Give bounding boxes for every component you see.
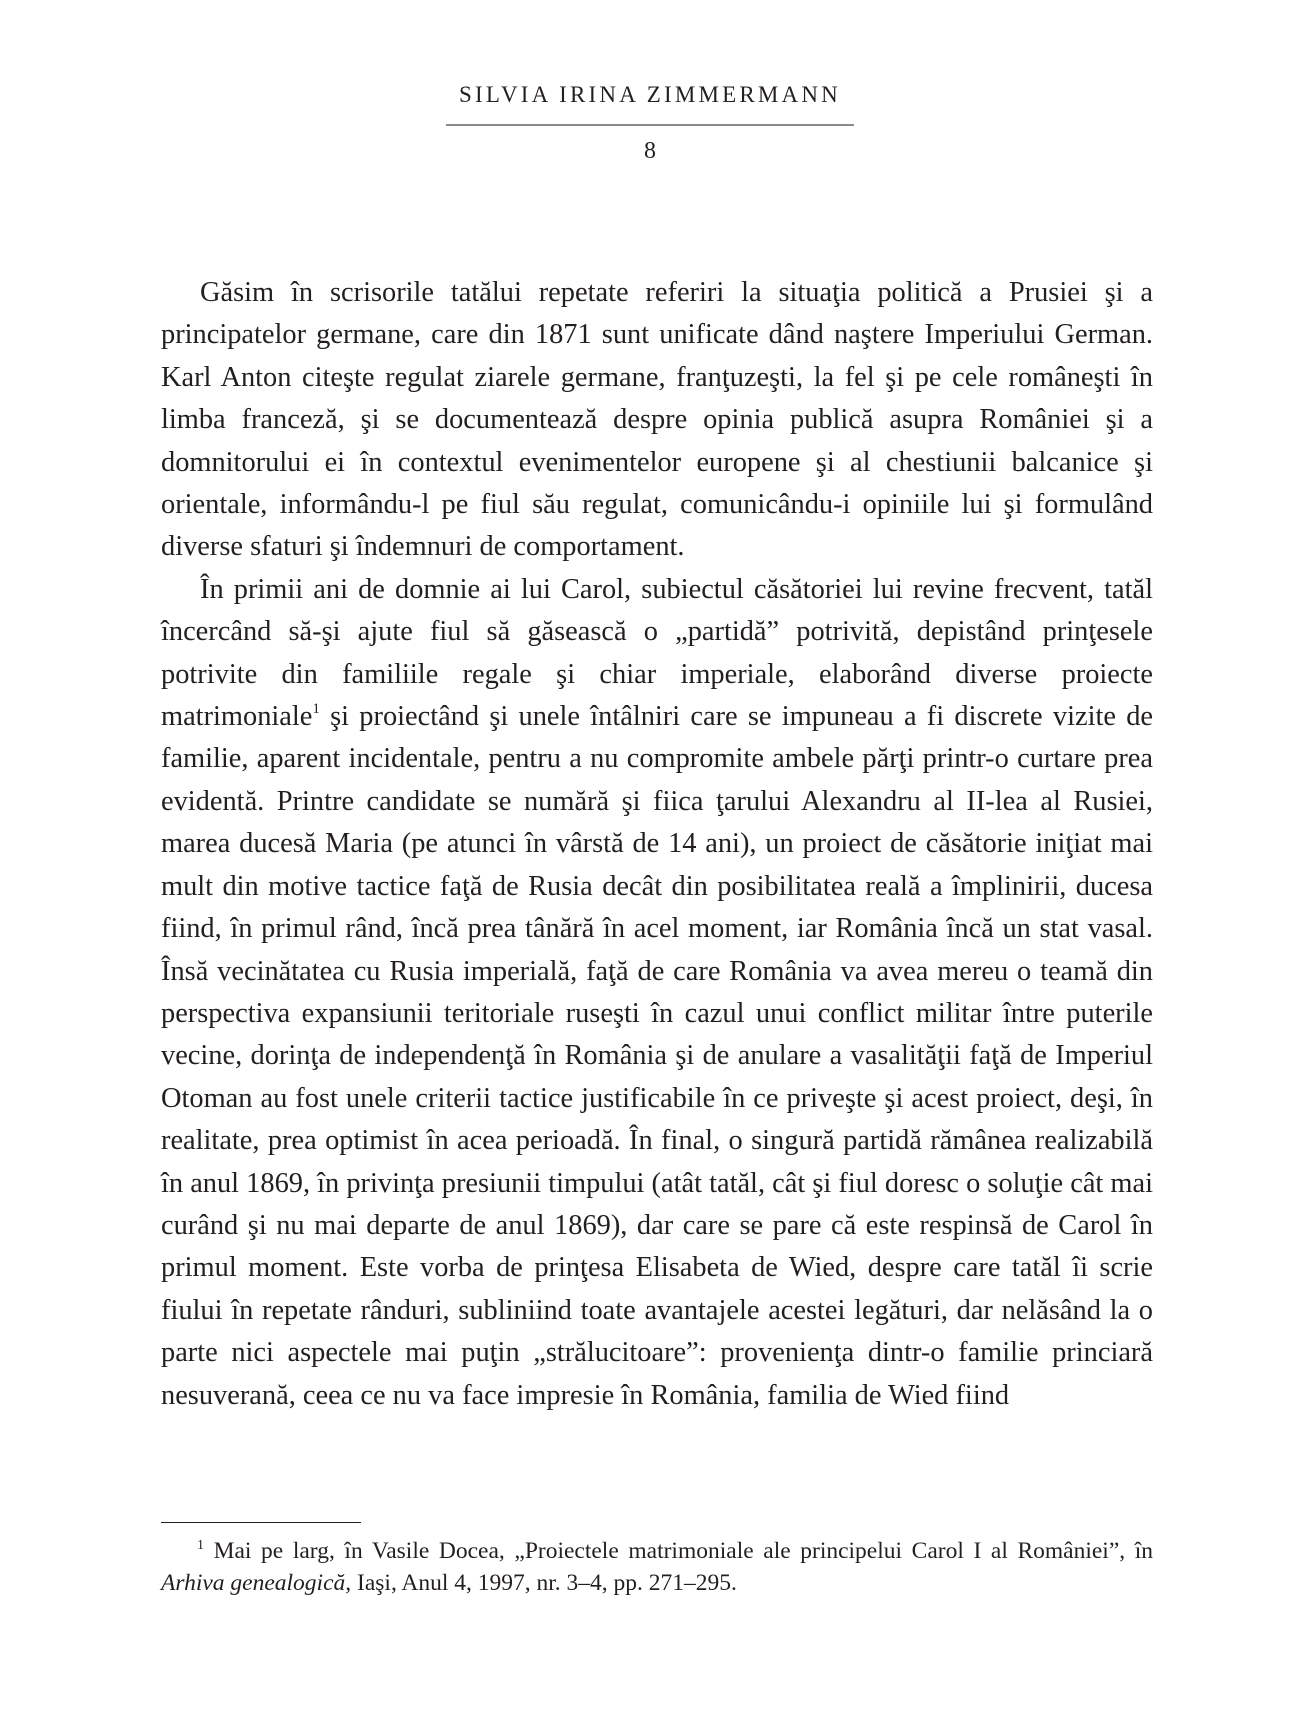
paragraph-2-part-a: În primii ani de domnie ai lui Carol, subiectul căsătoriei lui revine frecvent, tatăl încercând să-şi ajute fiul să găsească o „partidă” potrivită, depistând prinţesele potrivite din familiile regale şi chiar imperiale, elaborând diverse proiecte matrimoniale — [161, 573, 1153, 733]
footnote-reference: 1 — [312, 701, 320, 718]
footnote-separator — [161, 1522, 361, 1523]
running-header — [0, 80, 1300, 166]
paragraph-1: Găsim în scrisorile tatălui repetate referiri la situaţia politică a Prusiei şi a principatelor germane, care din 1871 sunt unificate dând naştere Imperiului German. Karl Anton citeşte regulat ziarele germane, franţuzeşti, la fel şi pe cele româneşti în limba franceză, şi se documentează despre opinia publică asupra României şi a domnitorului ei în contextul evenimentelor europene şi al chestiunii balcanice şi orientale, informându-l pe fiul său regulat, comunicându-i opiniile lui şi formulând diverse sfaturi şi îndemnuri de comportament. — [161, 277, 1153, 563]
page-number: 8 — [644, 138, 656, 164]
body-text — [161, 272, 1153, 1417]
footnote — [161, 1535, 1153, 1599]
footnote-journal-title: Arhiva genealogică, — [161, 1570, 352, 1596]
paragraph-2 — [161, 569, 1153, 1417]
footnote-text-b: Iaşi, Anul 4, 1997, nr. 3–4, pp. 271–295. — [351, 1570, 737, 1596]
running-head-author: SILVIA IRINA ZIMMERMANN — [459, 82, 841, 107]
paragraph-2-part-b: şi proiectând şi unele întâlniri care se impuneau a fi discrete vizite de familie, aparent incidentale, pentru a nu compromite ambele părţi printr-o curtare prea evidentă. Printre candidate se numără şi fiica ţarului Alexandru al II-lea al Rusiei, marea ducesă Maria (pe atunci în vârstă de 14 ani), un proiect de căsătorie iniţiat mai mult din motive tactice faţă de Rusia decât din posibilitatea reală a împlinirii, ducesa fiind, în primul rând, încă prea tânără în acel moment, iar România încă un stat vasal. Însă vecinătatea cu Rusia imperială, faţă de care România va avea mereu o teamă din perspectiva expansiunii teritoriale ruseşti în cazul unui conflict militar între puterile vecine, dorinţa de independenţă în România şi de anulare a vasalităţii faţă de Imperiul Otoman au fost unele criterii tactice justificabile în ce priveşte şi acest proiect, deşi, în realitate, prea optimist în acea perioadă. În final, o singură partidă rămânea realizabilă în anul 1869, în privinţa presiunii timpului (atât tatăl, cât şi fiul doresc o soluţie cât mai curând şi nu mai departe de anul 1869), dar care se pare că este respinsă de Carol în primul moment. Este vorba de prinţesa Elisabeta de Wied, despre care tatăl îi scrie fiului în repetate rânduri, subliniind toate avantajele acestei legături, dar nelăsând la o parte nici aspectele mai puţin „strălucitoare”: provenienţa dintr-o familie princiară nesuverană, ceea ce nu va face impresie în România, familia de Wied fiind — [161, 701, 1153, 1411]
footnote-text-a: Mai pe larg, în Vasile Docea, „Proiectele matrimoniale ale principelui Carol I al României”, în — [204, 1538, 1153, 1564]
header-rule — [446, 124, 854, 126]
footnote-number: 1 — [197, 1538, 204, 1553]
